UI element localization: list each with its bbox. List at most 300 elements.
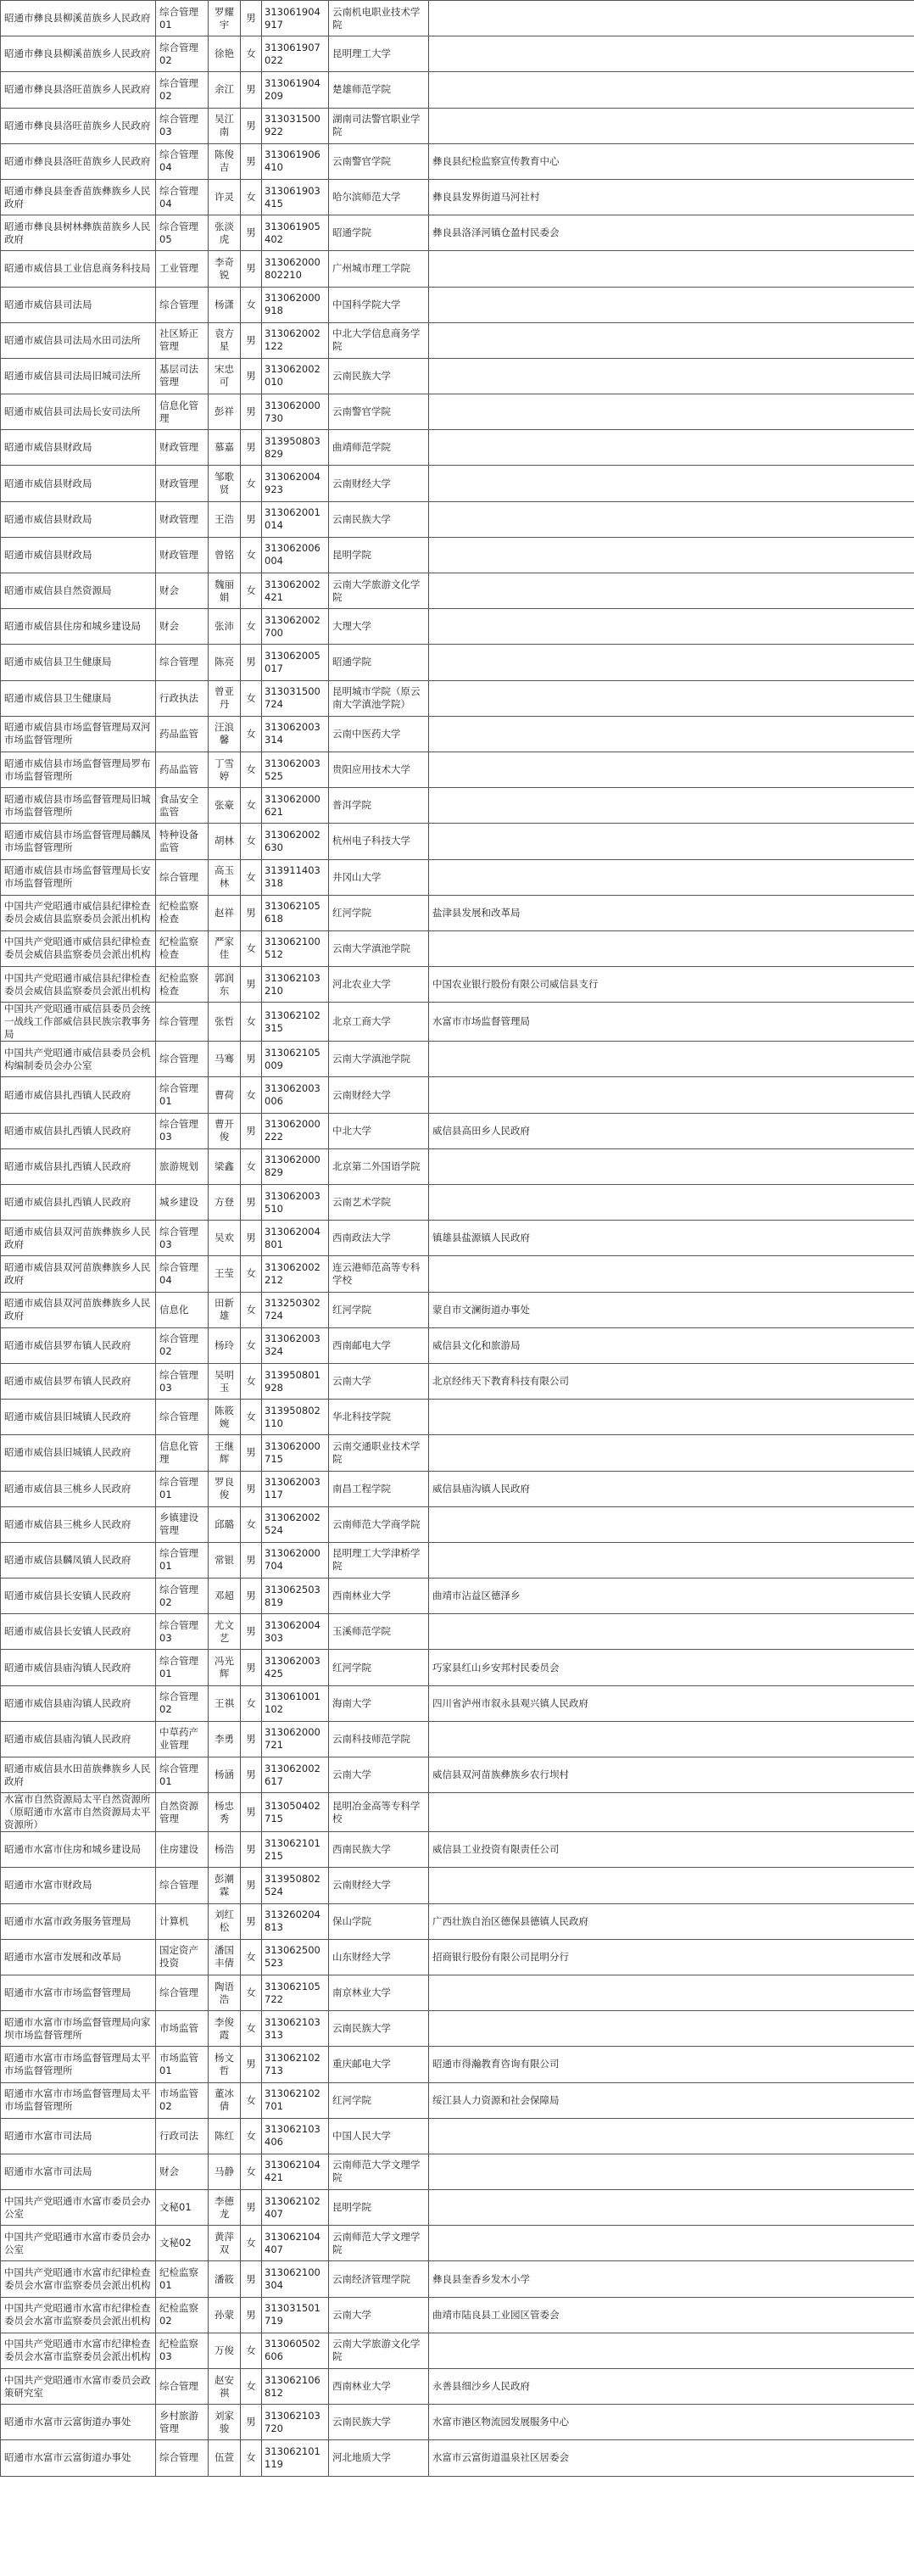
school-cell: 西南民族大学 [329,1832,429,1868]
gender-cell: 女 [241,1939,262,1975]
work-unit-cell: 广西壮族自治区德保县德镇人民政府 [429,1903,914,1939]
table-row [1,1757,914,1793]
ticket-number-cell: 313250302724 [262,1292,329,1327]
employer-cell: 中国共产党昭通市水富市纪律检查委员会水富市监察委员会派出机构 [1,2297,156,2333]
position-cell: 信息化 [156,1292,209,1327]
ticket-number-cell: 313062001014 [262,501,329,537]
candidate-name-cell: 徐艳 [209,36,241,72]
position-cell: 综合管理 [156,1868,209,1903]
table-row [1,2297,914,2333]
table-row [1,501,914,537]
work-unit-cell [429,716,914,752]
school-cell: 保山学院 [329,1903,429,1939]
candidate-name-cell: 陈亮 [209,645,241,680]
gender-cell: 男 [241,1721,262,1757]
position-cell: 食品安全监管 [156,788,209,824]
position-cell: 行政执法 [156,680,209,716]
employer-cell: 中国共产党昭通市水富市纪律检查委员会水富市监察委员会派出机构 [1,2261,156,2297]
school-cell: 云南民族大学 [329,2011,429,2047]
candidate-name-cell: 王继辉 [209,1435,241,1471]
position-cell: 纪检监察01 [156,2261,209,2297]
position-cell: 综合管理01 [156,1757,209,1793]
position-cell: 住房建设 [156,1832,209,1868]
work-unit-cell: 中国农业银行股份有限公司威信县支行 [429,967,914,1003]
table-row [1,645,914,680]
employer-cell: 昭通市水富市政务服务管理局 [1,1903,156,1939]
table-row [1,1113,914,1148]
ticket-number-cell: 313062103406 [262,2118,329,2154]
work-unit-cell: 四川省泸州市叙永县观兴镇人民政府 [429,1685,914,1721]
school-cell: 连云港师范高等专科学校 [329,1256,429,1292]
school-cell: 中国科学院大学 [329,287,429,322]
school-cell: 云南师范大学商学院 [329,1506,429,1542]
gender-cell: 女 [241,2226,262,2261]
employer-cell: 昭通市威信县自然资源局 [1,573,156,609]
position-cell: 综合管理02 [156,1327,209,1363]
ticket-number-cell: 313911403318 [262,859,329,895]
school-cell: 云南交通职业技术学院 [329,1435,429,1471]
ticket-number-cell: 313060502606 [262,2333,329,2368]
position-cell: 文秘01 [156,2190,209,2226]
gender-cell: 男 [241,645,262,680]
gender-cell: 女 [241,1685,262,1721]
ticket-number-cell: 313061906410 [262,143,329,179]
school-cell: 云南财经大学 [329,466,429,501]
ticket-number-cell: 313062103720 [262,2405,329,2440]
school-cell: 云南艺术学院 [329,1185,429,1221]
employer-cell: 昭通市威信县卫生健康局 [1,680,156,716]
employer-cell: 昭通市威信县旧城镇人民政府 [1,1435,156,1471]
work-unit-cell: 曲靖市沾益区德泽乡 [429,1579,914,1614]
table-row [1,788,914,824]
candidate-name-cell: 马骞 [209,1042,241,1077]
position-cell: 城乡建设 [156,1185,209,1221]
candidate-name-cell: 孙蒙 [209,2297,241,2333]
position-cell: 纪检监察检查 [156,967,209,1003]
candidate-name-cell: 宋忠可 [209,358,241,394]
school-cell: 湖南司法警官职业学院 [329,108,429,143]
employer-cell: 昭通市威信县扎西镇人民政府 [1,1148,156,1184]
table-row [1,251,914,287]
position-cell: 综合管理 [156,859,209,895]
table-row [1,1148,914,1184]
gender-cell: 男 [241,1793,262,1832]
ticket-number-cell: 313031501719 [262,2297,329,2333]
candidate-name-cell: 张豪 [209,788,241,824]
position-cell: 财会 [156,2154,209,2189]
school-cell: 红河学院 [329,2082,429,2118]
gender-cell: 男 [241,967,262,1003]
gender-cell: 男 [241,1042,262,1077]
school-cell: 中北大学信息商务学院 [329,322,429,358]
school-cell: 昭通学院 [329,215,429,251]
position-cell: 综合管理02 [156,1579,209,1614]
position-cell: 财政管理 [156,537,209,573]
school-cell: 北京第二外国语学院 [329,1148,429,1184]
school-cell: 云南师范大学文理学院 [329,2226,429,2261]
work-unit-cell: 镇雄县盐源镇人民政府 [429,1221,914,1256]
gender-cell: 男 [241,2261,262,2297]
employer-cell: 昭通市彝良县洛旺苗族乡人民政府 [1,143,156,179]
ticket-number-cell: 313062004303 [262,1614,329,1650]
position-cell: 综合管理01 [156,1077,209,1113]
candidate-name-cell: 胡林 [209,824,241,859]
candidate-name-cell: 陈红 [209,2118,241,2154]
employer-cell: 昭通市威信县住房和城乡建设局 [1,609,156,645]
gender-cell: 女 [241,680,262,716]
employer-cell: 中国共产党昭通市威信县纪律检查委员会威信县监察委员会派出机构 [1,967,156,1003]
candidate-name-cell: 杨文哲 [209,2047,241,2082]
employer-cell: 昭通市威信县市场监督管理局双河市场监督管理所 [1,716,156,752]
work-unit-cell: 彝良县洛泽河镇仓盈村民委会 [429,215,914,251]
table-row [1,680,914,716]
work-unit-cell: 彝良县发界街道马河社村 [429,179,914,215]
employer-cell: 昭通市威信县市场监督管理局长安市场监督管理所 [1,859,156,895]
school-cell: 井冈山大学 [329,859,429,895]
ticket-number-cell: 313062105722 [262,1975,329,2010]
gender-cell: 女 [241,609,262,645]
candidate-name-cell: 方登 [209,1185,241,1221]
ticket-number-cell: 313062003525 [262,752,329,787]
candidate-name-cell: 陈俊吉 [209,143,241,179]
candidate-name-cell: 万俊 [209,2333,241,2368]
work-unit-cell [429,2190,914,2226]
ticket-number-cell: 313260204813 [262,1903,329,1939]
candidate-name-cell: 梁鑫 [209,1148,241,1184]
school-cell: 西南林业大学 [329,2369,429,2405]
work-unit-cell [429,1721,914,1757]
table-row [1,72,914,108]
gender-cell: 女 [241,573,262,609]
school-cell: 北京工商大学 [329,1003,429,1042]
ticket-number-cell: 313062503819 [262,1579,329,1614]
candidate-name-cell: 杨忠秀 [209,1793,241,1832]
gender-cell: 女 [241,1003,262,1042]
school-cell: 西南政法大学 [329,1221,429,1256]
employer-cell: 昭通市威信县水田苗族彝族乡人民政府 [1,1757,156,1793]
school-cell: 贵阳应用技术大学 [329,752,429,787]
ticket-number-cell: 313950801928 [262,1363,329,1399]
gender-cell: 女 [241,2082,262,2118]
candidate-name-cell: 田新雄 [209,1292,241,1327]
table-row [1,2154,914,2189]
table-row [1,108,914,143]
gender-cell: 男 [241,2047,262,2082]
work-unit-cell [429,322,914,358]
position-cell: 综合管理04 [156,1256,209,1292]
ticket-number-cell: 313950802110 [262,1400,329,1435]
position-cell: 综合管理02 [156,1685,209,1721]
ticket-number-cell: 313061001102 [262,1685,329,1721]
candidate-name-cell: 罗耀宇 [209,1,241,36]
work-unit-cell: 昭通市得瀚教育咨询有限公司 [429,2047,914,2082]
table-row [1,2369,914,2405]
school-cell: 河北地质大学 [329,2440,429,2476]
candidate-name-cell: 曹荷 [209,1077,241,1113]
school-cell: 中北大学 [329,1113,429,1148]
position-cell: 综合管理03 [156,1113,209,1148]
table-row [1,752,914,787]
employer-cell: 昭通市威信县市场监督管理局旧城市场监督管理所 [1,788,156,824]
candidate-name-cell: 伍萱 [209,2440,241,2476]
ticket-number-cell: 313062002212 [262,1256,329,1292]
position-cell: 财政管理 [156,501,209,537]
ticket-number-cell: 313062102407 [262,2190,329,2226]
employer-cell: 昭通市威信县三桃乡人民政府 [1,1506,156,1542]
table-row [1,1400,914,1435]
table-row [1,1,914,36]
candidate-name-cell: 杨玲 [209,1327,241,1363]
employer-cell: 昭通市水富市市场监督管理局向家坝市场监督管理所 [1,2011,156,2047]
table-row [1,1542,914,1578]
ticket-number-cell: 313050402715 [262,1793,329,1832]
gender-cell: 男 [241,1903,262,1939]
school-cell: 云南大学滇池学院 [329,930,429,966]
position-cell: 市场监管 [156,2011,209,2047]
table-row [1,358,914,394]
position-cell: 综合管理01 [156,1542,209,1578]
table-row [1,2082,914,2118]
candidate-name-cell: 丁雪婷 [209,752,241,787]
position-cell: 乡村旅游管理 [156,2405,209,2440]
position-cell: 财政管理 [156,466,209,501]
employer-cell: 中国共产党昭通市水富市委员会办公室 [1,2190,156,2226]
work-unit-cell [429,466,914,501]
employer-cell: 昭通市彝良县柳溪苗族乡人民政府 [1,1,156,36]
school-cell: 云南大学旅游文化学院 [329,573,429,609]
work-unit-cell [429,36,914,72]
employer-cell: 昭通市威信县财政局 [1,501,156,537]
employer-cell: 昭通市水富市司法局 [1,2118,156,2154]
table-row [1,930,914,966]
candidate-name-cell: 潘国丰倩 [209,1939,241,1975]
ticket-number-cell: 313062004923 [262,466,329,501]
gender-cell: 女 [241,788,262,824]
position-cell: 综合管理03 [156,108,209,143]
work-unit-cell [429,1793,914,1832]
employer-cell: 昭通市威信县财政局 [1,430,156,466]
school-cell: 昆明城市学院（原云南大学滇池学院） [329,680,429,716]
table-row [1,466,914,501]
employer-cell: 昭通市水富市发展和改革局 [1,1939,156,1975]
school-cell: 昆明学院 [329,2190,429,2226]
candidate-name-cell: 张淡虎 [209,215,241,251]
position-cell: 综合管理 [156,645,209,680]
employer-cell: 昭通市彝良县洛旺苗族乡人民政府 [1,72,156,108]
position-cell: 综合管理 [156,2440,209,2476]
school-cell: 云南大学 [329,2297,429,2333]
position-cell: 综合管理05 [156,215,209,251]
work-unit-cell [429,1435,914,1471]
work-unit-cell [429,788,914,824]
candidate-name-cell: 吴明玉 [209,1363,241,1399]
ticket-number-cell: 313031500922 [262,108,329,143]
ticket-number-cell: 313062106812 [262,2369,329,2405]
school-cell: 云南大学 [329,1757,429,1793]
school-cell: 南京林业大学 [329,1975,429,2010]
school-cell: 云南大学 [329,1363,429,1399]
table-row [1,1975,914,2010]
ticket-number-cell: 313061904209 [262,72,329,108]
work-unit-cell [429,72,914,108]
work-unit-cell [429,1506,914,1542]
ticket-number-cell: 313062006004 [262,537,329,573]
ticket-number-cell: 313062002617 [262,1757,329,1793]
position-cell: 综合管理03 [156,1221,209,1256]
work-unit-cell [429,251,914,287]
position-cell: 综合管理 [156,1975,209,2010]
school-cell: 红河学院 [329,895,429,930]
school-cell: 昆明冶金高等专科学校 [329,1793,429,1832]
ticket-number-cell: 313061905402 [262,215,329,251]
school-cell: 杭州电子科技大学 [329,824,429,859]
employer-cell: 昭通市威信县罗布镇人民政府 [1,1327,156,1363]
school-cell: 云南民族大学 [329,501,429,537]
candidate-name-cell: 刘家骏 [209,2405,241,2440]
school-cell: 昆明学院 [329,537,429,573]
ticket-number-cell: 313062103313 [262,2011,329,2047]
school-cell: 普洱学院 [329,788,429,824]
work-unit-cell: 水富市港区物流园发展服务中心 [429,2405,914,2440]
candidate-name-cell: 曹开俊 [209,1113,241,1148]
position-cell: 综合管理01 [156,1650,209,1685]
work-unit-cell [429,537,914,573]
candidate-name-cell: 曾铭 [209,537,241,573]
gender-cell: 女 [241,1256,262,1292]
school-cell: 云南中医药大学 [329,716,429,752]
school-cell: 云南大学旅游文化学院 [329,2333,429,2368]
gender-cell: 女 [241,1975,262,2010]
school-cell: 红河学院 [329,1650,429,1685]
gender-cell: 男 [241,72,262,108]
table-row [1,2011,914,2047]
employer-cell: 昭通市威信县司法局水田司法所 [1,322,156,358]
table-row [1,322,914,358]
school-cell: 云南财经大学 [329,1077,429,1113]
employer-cell: 昭通市水富市云富街道办事处 [1,2440,156,2476]
candidate-name-cell: 陈筱婉 [209,1400,241,1435]
table-row [1,1077,914,1113]
employer-cell: 昭通市彝良县奎香苗族彝族乡人民政府 [1,179,156,215]
candidate-name-cell: 郭润东 [209,967,241,1003]
work-unit-cell [429,2154,914,2189]
candidate-name-cell: 赵安祺 [209,2369,241,2405]
candidate-name-cell: 彭祥 [209,394,241,430]
work-unit-cell [429,680,914,716]
school-cell: 昭通学院 [329,645,429,680]
work-unit-cell [429,287,914,322]
table-row [1,287,914,322]
position-cell: 财政管理 [156,430,209,466]
employer-cell: 昭通市威信县财政局 [1,466,156,501]
table-row [1,1685,914,1721]
position-cell: 纪检监察02 [156,2297,209,2333]
gender-cell: 女 [241,537,262,573]
work-unit-cell [429,1256,914,1292]
ticket-number-cell: 313062000621 [262,788,329,824]
ticket-number-cell: 313062002524 [262,1506,329,1542]
gender-cell: 女 [241,1400,262,1435]
school-cell: 云南师范大学文理学院 [329,2154,429,2189]
candidate-name-cell: 刘红松 [209,1903,241,1939]
table-row [1,215,914,251]
employer-cell: 昭通市威信县扎西镇人民政府 [1,1077,156,1113]
ticket-number-cell: 313950803829 [262,430,329,466]
school-cell: 海南大学 [329,1685,429,1721]
employer-cell: 昭通市威信县司法局旧城司法所 [1,358,156,394]
table-row [1,2405,914,2440]
gender-cell: 男 [241,1113,262,1148]
gender-cell: 男 [241,1832,262,1868]
table-row [1,2440,914,2476]
employer-cell: 昭通市威信县麟凤镇人民政府 [1,1542,156,1578]
table-row [1,430,914,466]
position-cell: 市场监管01 [156,2047,209,2082]
position-cell: 综合管理03 [156,1614,209,1650]
ticket-number-cell: 313062105618 [262,895,329,930]
employer-cell: 昭通市威信县市场监督管理局罗布市场监督管理所 [1,752,156,787]
ticket-number-cell: 313062000730 [262,394,329,430]
position-cell: 中草药产业管理 [156,1721,209,1757]
ticket-number-cell: 313062002010 [262,358,329,394]
position-cell: 综合管理 [156,1042,209,1077]
gender-cell: 女 [241,2118,262,2154]
ticket-number-cell: 313062100512 [262,930,329,966]
school-cell: 昆明理工大学津桥学院 [329,1542,429,1578]
position-cell: 纪检监察03 [156,2333,209,2368]
gender-cell: 女 [241,1327,262,1363]
table-row [1,1650,914,1685]
employer-cell: 昭通市威信县工业信息商务科技局 [1,251,156,287]
candidate-name-cell: 许灵 [209,179,241,215]
gender-cell: 男 [241,1579,262,1614]
school-cell: 云南经济管理学院 [329,2261,429,2297]
gender-cell: 男 [241,1614,262,1650]
gender-cell: 女 [241,1077,262,1113]
employer-cell: 昭通市威信县长安镇人民政府 [1,1614,156,1650]
position-cell: 综合管理02 [156,36,209,72]
candidate-name-cell: 冯光辉 [209,1650,241,1685]
candidate-name-cell: 王祺 [209,1685,241,1721]
ticket-number-cell: 313062000918 [262,287,329,322]
position-cell: 计算机 [156,1903,209,1939]
candidate-name-cell: 马静 [209,2154,241,2189]
candidate-name-cell: 吴江南 [209,108,241,143]
position-cell: 综合管理 [156,1400,209,1435]
work-unit-cell: 永善县细沙乡人民政府 [429,2369,914,2405]
school-cell: 西南邮电大学 [329,1327,429,1363]
gender-cell: 男 [241,108,262,143]
employer-cell: 昭通市威信县旧城镇人民政府 [1,1400,156,1435]
gender-cell: 女 [241,1506,262,1542]
school-cell: 玉溪师范学院 [329,1614,429,1650]
candidate-name-cell: 黄萍双 [209,2226,241,2261]
gender-cell: 女 [241,2440,262,2476]
table-row [1,967,914,1003]
table-row [1,1903,914,1939]
employer-cell: 昭通市威信县双河苗族彝族乡人民政府 [1,1292,156,1327]
gender-cell: 男 [241,895,262,930]
work-unit-cell: 巧家县红山乡安邦村民委员会 [429,1650,914,1685]
candidate-name-cell: 常银 [209,1542,241,1578]
table-row [1,1435,914,1471]
table-row [1,2190,914,2226]
candidate-name-cell: 袁方星 [209,322,241,358]
ticket-number-cell: 313062000222 [262,1113,329,1148]
ticket-number-cell: 313062500523 [262,1939,329,1975]
work-unit-cell [429,2333,914,2368]
school-cell: 云南警官学院 [329,143,429,179]
